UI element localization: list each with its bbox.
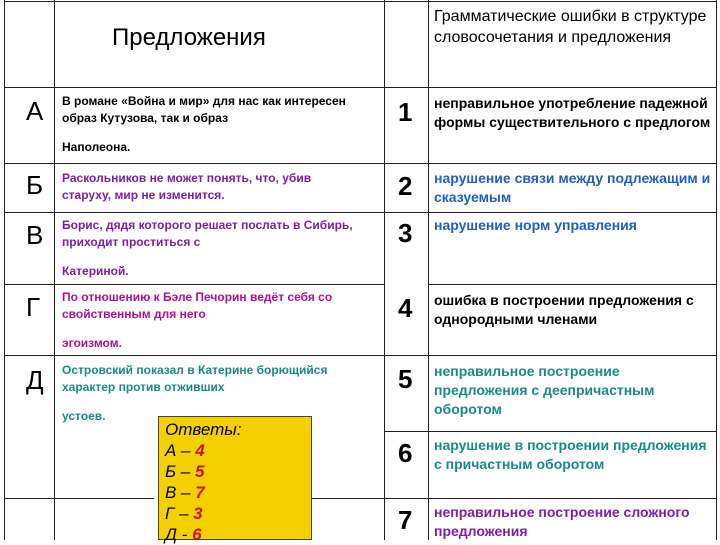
answers-title: Ответы:	[165, 420, 242, 439]
error-number: 5	[398, 364, 413, 394]
answer-line	[165, 503, 305, 524]
answer-line	[165, 482, 305, 503]
row-separator	[384, 431, 716, 432]
answer-key: Б –	[165, 462, 195, 481]
error-number: 1	[398, 97, 413, 127]
sentence-continuation: Наполеона.	[62, 140, 131, 154]
row-letter: Б	[26, 170, 44, 200]
answers-box	[158, 416, 312, 544]
row-separator	[4, 212, 716, 213]
header-sentences: Предложения	[112, 24, 266, 51]
row-letter: Г	[26, 292, 41, 322]
answer-line	[165, 461, 305, 482]
row-separator	[4, 284, 384, 285]
error-description: неправильное построение предложения с деепричастным оборотом	[434, 363, 655, 417]
row-separator	[4, 87, 716, 88]
answer-key: В –	[165, 483, 196, 502]
row-separator	[4, 355, 716, 356]
row-letter: В	[26, 220, 44, 250]
row-letter: А	[26, 96, 44, 126]
answer-key: Д -	[165, 525, 193, 544]
table-divider-numbers	[428, 0, 429, 540]
table-border-top	[4, 1, 716, 2]
error-description: неправильное употребление падежной формы существительного с предлогом	[434, 95, 711, 130]
answer-value: 7	[195, 483, 205, 502]
error-description: ошибка в построении предложения с однородными членами	[434, 292, 694, 327]
row-separator	[312, 498, 716, 499]
answer-key: Г –	[165, 504, 194, 523]
error-description: неправильное построение сложного предложения	[434, 504, 690, 539]
row-separator	[4, 498, 154, 499]
sentence-text: В романе «Война и мир» для нас как интересен образ Кутузова, так и образ	[62, 94, 346, 125]
answer-value: 6	[192, 525, 202, 544]
table-divider-letters	[54, 0, 55, 540]
sentence-continuation: эгоизмом.	[62, 336, 122, 350]
answer-key: А –	[165, 441, 196, 460]
error-number: 7	[398, 505, 413, 535]
sentence-text: Борис, дядя которого решает послать в Сибирь, приходит проститься с	[62, 218, 353, 249]
row-separator	[4, 163, 716, 164]
sentence-text: Раскольников не может понять, что, убив старуху, мир не изменится.	[62, 171, 312, 202]
table-divider-sentences	[384, 0, 385, 540]
answer-line	[165, 440, 305, 461]
row-letter: Д	[26, 365, 44, 395]
sentence-text: Островский показал в Катерине борющийся характер против отживших	[62, 363, 328, 394]
sentence-continuation: Катериной.	[62, 264, 129, 278]
answer-value: 5	[194, 462, 205, 481]
header-errors: Грамматические ошибки в структуре словосочетания и предложения	[434, 8, 707, 46]
error-description: нарушение норм управления	[434, 217, 637, 233]
error-description: нарушение в построении предложения с причастным оборотом	[434, 437, 707, 472]
row-separator	[428, 284, 716, 285]
error-number: 6	[398, 438, 413, 468]
error-number: 2	[398, 171, 413, 201]
answer-line	[165, 524, 305, 545]
error-number: 3	[398, 218, 413, 248]
table-border-left	[4, 0, 5, 540]
answer-value: 4	[195, 441, 205, 460]
error-description: нарушение связи между подлежащим и сказуемым	[434, 170, 711, 205]
error-number: 4	[398, 293, 413, 323]
sentence-continuation: устоев.	[62, 409, 106, 423]
table-border-right	[716, 0, 717, 540]
sentence-text: По отношению к Бэле Печорин ведёт себя со свойственным для него	[62, 290, 333, 321]
answer-value: 3	[193, 504, 203, 523]
